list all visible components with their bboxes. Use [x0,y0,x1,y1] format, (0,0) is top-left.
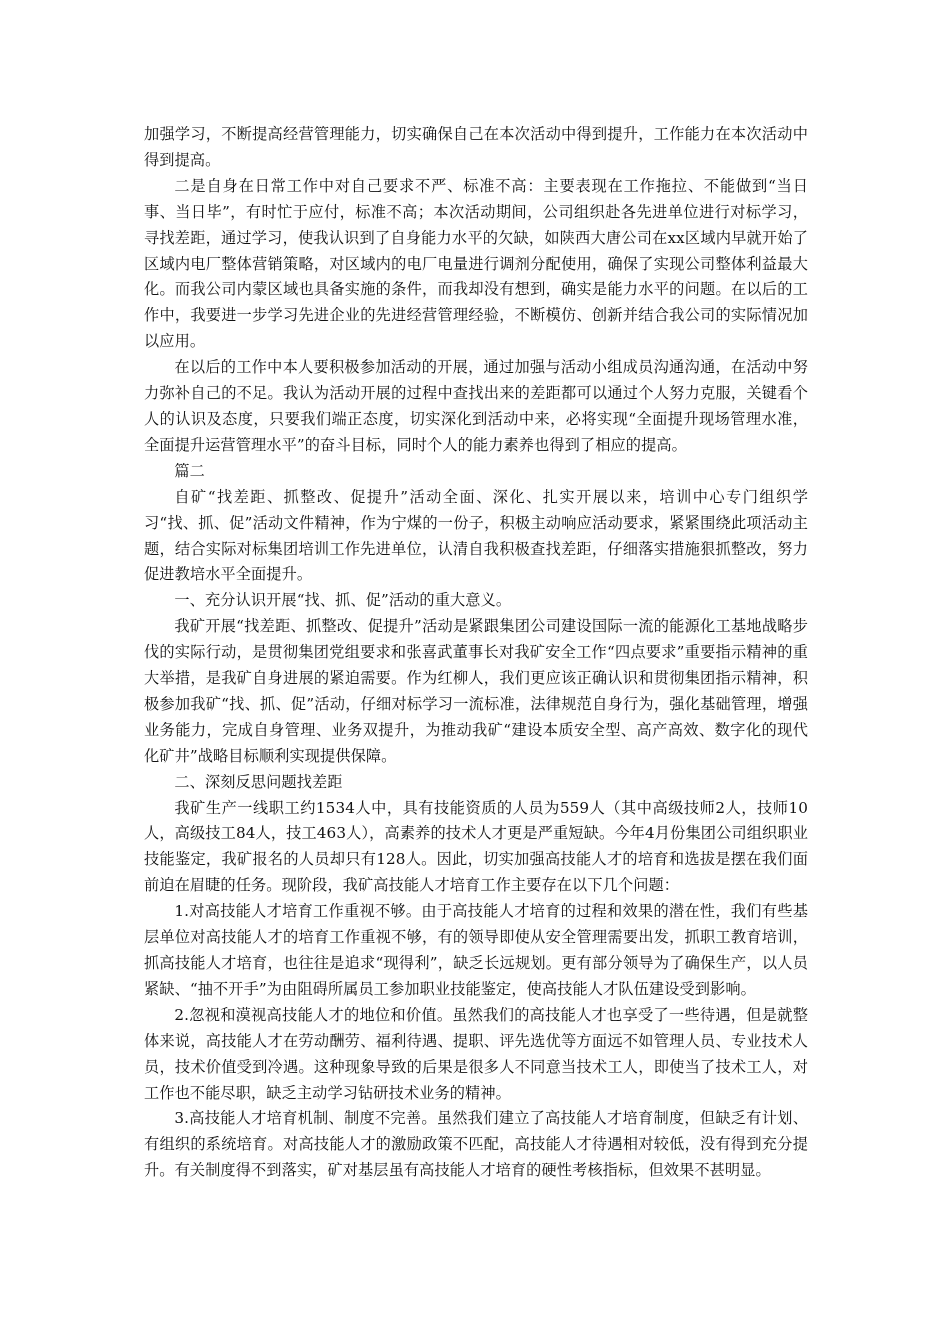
section-heading: 一、充分认识开展“找、抓、促”活动的重大意义。 [174,591,512,610]
paragraph: 加强学习，不断提高经营管理能力，切实确保自己在本次活动中得到提升，工作能力在本次活动中得到提高。 [144,125,808,169]
paragraph: 自矿“找差距、抓整改、促提升”活动全面、深化、扎实开展以来，培训中心专门组织学习“找、抓、促”活动文件精神，作为宁煤的一份子，积极主动响应活动要求，紧紧围绕此项活动主题，结合实际对标集团培训工作先进单位，认清自我积极查找差距，仔细落实措施狠抓整改，努力促进教培水平全面提升。 [144,487,808,584]
section-heading: 二、深刻反思问题找差距 [174,772,343,791]
list-item: 2.忽视和漠视高技能人才的地位和价值。虽然我们的高技能人才也享受了一些待遇，但是就整体来说，高技能人才在劳动酬劳、福利待遇、提职、评先选优等方面远不如管理人员、专业技术人员，技术价值受到冷遇。这种现象导致的后果是很多人不同意当技术工人，即使当了技术工人，对工作也不能尽职，缺乏主动学习钻研技术业务的精神。 [144,1005,808,1102]
document-page [144,122,808,1184]
list-item: 1.对高技能人才培育工作重视不够。由于高技能人才培育的过程和效果的潜在性，我们有些基层单位对高技能人才的培育工作重视不够，有的领导即使从安全管理需要出发，抓职工教育培训，抓高技能人才培育，也往往是追求“现得利”，缺乏长远规划。更有部分领导为了确保生产，以人员紧缺、“抽不开手”为由阻碍所属员工参加职业技能鉴定，使高技能人才队伍建设受到影响。 [144,902,808,998]
paragraph: 我矿生产一线职工约1534人中，具有技能资质的人员为559人（其中高级技师2人，技师10人，高级技工84人，技工463人），高素养的技术人才更是严重短缺。今年4月份集团公司组织职业技能鉴定，我矿报名的人员却只有128人。因此，切实加强高技能人才的培育和选拔是摆在我们面前迫在眉睫的任务。现阶段，我矿高技能人才培育工作主要存在以下几个问题： [144,798,808,895]
section-title: 篇二 [174,461,205,480]
list-item: 3.高技能人才培育机制、制度不完善。虽然我们建立了高技能人才培育制度，但缺乏有计划、有组织的系统培育。对高技能人才的激励政策不匹配，高技能人才待遇相对较低，没有得到充分提升。有关制度得不到落实，矿对基层虽有高技能人才培育的硬性考核指标，但效果不甚明显。 [144,1109,808,1180]
paragraph: 在以后的工作中本人要积极参加活动的开展，通过加强与活动小组成员沟通沟通，在活动中努力弥补自己的不足。我认为活动开展的过程中查找出来的差距都可以通过个人努力克服，关键看个人的认识及态度，只要我们端正态度，切实深化到活动中来，必将实现“全面提升现场管理水准，全面提升运营管理水平”的奋斗目标，同时个人的能力素养也得到了相应的提高。 [144,358,808,454]
paragraph: 二是自身在日常工作中对自己要求不严、标准不高：主要表现在工作拖拉、不能做到“当日事、当日毕”，有时忙于应付，标准不高；本次活动期间，公司组织赴各先进单位进行对标学习，寻找差距，通过学习，使我认识到了自身能力水平的欠缺，如陕西大唐公司在xx区域内早就开始了区域内电厂整体营销策略，对区域内的电厂电量进行调剂分配使用，确保了实现公司整体利益最大化。而我公司内蒙区域也具备实施的条件，而我却没有想到，确实是能力水平的问题。在以后的工作中，我要进一步学习先进企业的先进经营管理经验，不断模仿、创新并结合我公司的实际情况加以应用。 [144,176,808,351]
paragraph: 我矿开展“找差距、抓整改、促提升”活动是紧跟集团公司建设国际一流的能源化工基地战略步伐的实际行动，是贯彻集团党组要求和张喜武董事长对我矿安全工作“四点要求”重要指示精神的重大举措，是我矿自身进展的紧迫需要。作为红柳人，我们更应该正确认识和贯彻集团指示精神，积极参加我矿“找、抓、促”活动，仔细对标学习一流标准，法律规范自身行为，强化基础管理，增强业务能力，完成自身管理、业务双提升，为推动我矿“建设本质安全型、高产高效、数字化的现代化矿井”战略目标顺利实现提供保障。 [144,617,808,765]
